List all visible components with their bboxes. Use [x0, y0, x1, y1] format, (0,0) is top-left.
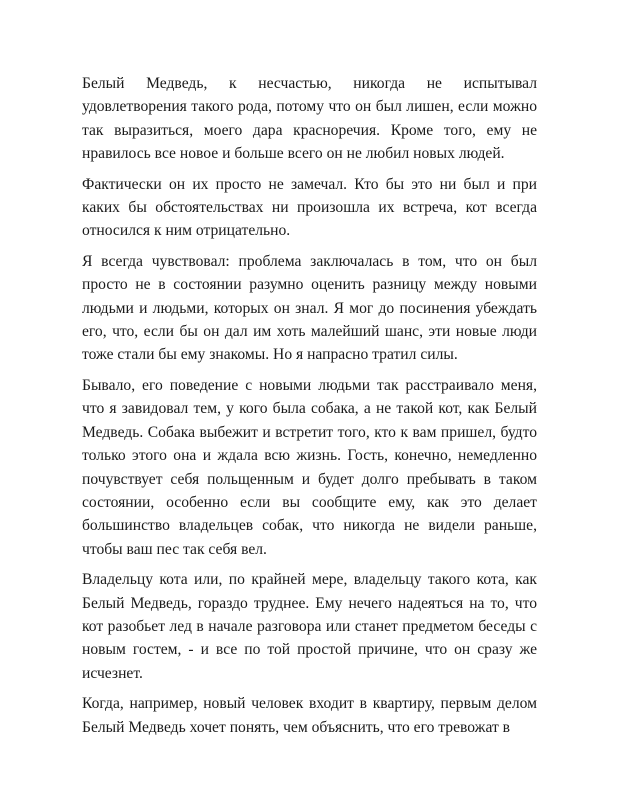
paragraph: Фактически он их просто не замечал. Кто бы это ни был и при каких бы обстоятельствах ни произошла их встреча, кот всегда относился к ним отрицательно. [82, 175, 537, 240]
paragraph: Владельцу кота или, по крайней мере, владельцу такого кота, как Белый Медведь, гораздо труднее. Ему нечего надеяться на то, что кот разобьет лед в начале разговора или станет предметом беседы с новым гостем, - и все по той простой причине, что он сразу же исчезнет. [82, 571, 537, 682]
paragraph: Когда, например, новый человек входит в квартиру, первым делом Белый Медведь хочет понять, чем объяснить, что его тревожат в [82, 695, 537, 736]
paragraph: Я всегда чувствовал: проблема заключалась в том, что он был просто не в состоянии разумно оценить разницу между новыми людьми и людьми, которых он знал. Я мог до посинения убеждать его, что, если бы он дал им хоть малейший шанс, эти новые люди тоже стали бы ему знакомы. Но я напрасно тратил силы. [82, 252, 537, 364]
document-body [82, 72, 537, 746]
paragraph: Белый Медведь, к несчастью, никогда не испытывал удовлетворения такого рода, потому что он был лишен, если можно так выразиться, моего дара красноречия. Кроме того, ему не нравилось все новое и больше всего он не любил новых людей. [82, 75, 537, 163]
paragraph: Бывало, его поведение с новыми людьми так расстраивало меня, что я завидовал тем, у кого была собака, а не такой кот, как Белый Медведь. Собака выбежит и встретит того, кто к вам пришел, будто только этого она и ждала всю жизнь. Гость, конечно, немедленно почувствует себя польщенным и будет долго пребывать в таком состоянии, особенно если вы сообщите ему, как это делает большинство владельцев собак, что никогда не видели раньше, чтобы ваш пес так себя вел. [82, 376, 537, 558]
